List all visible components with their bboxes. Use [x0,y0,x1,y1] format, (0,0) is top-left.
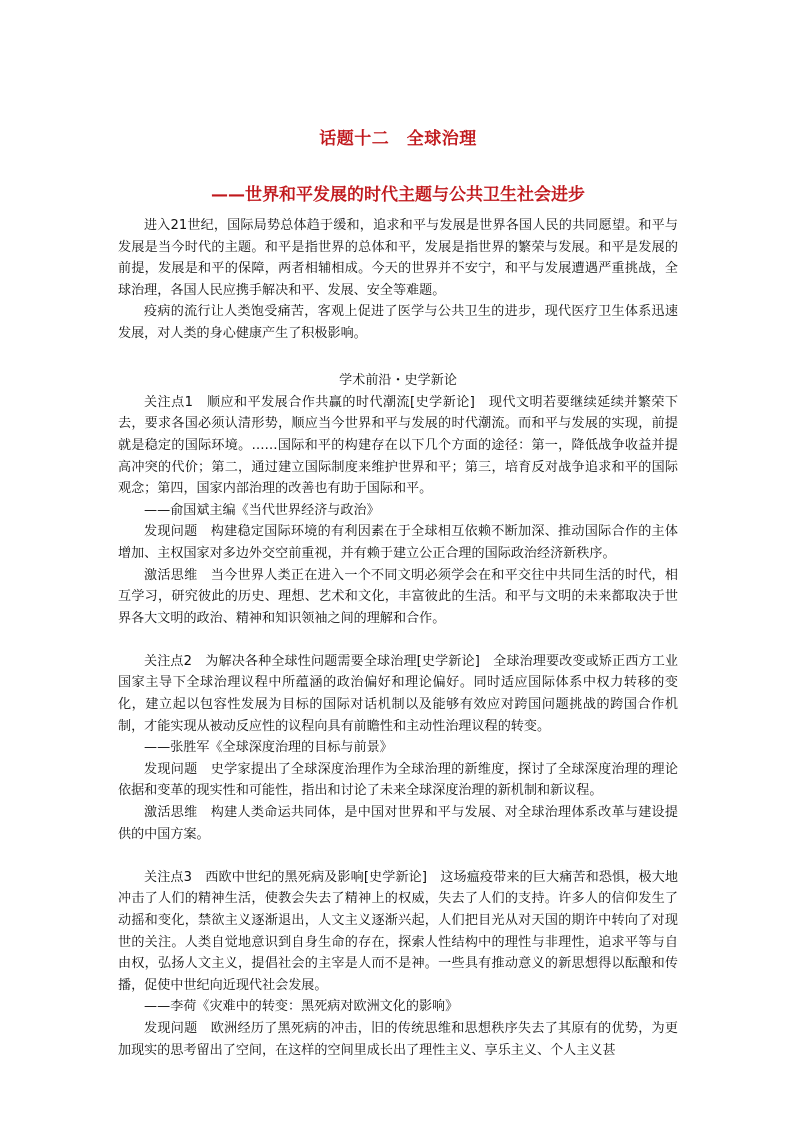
intro-paragraph: 疫病的流行让人类饱受痛苦，客观上促进了医学与公共卫生的进步，现代医疗卫生体系迅速发展，对人类的身心健康产生了积极影响。 [118,304,678,341]
section-heading: 学术前沿・史学新论 [339,373,457,389]
point-3-source: ——李荷《灾难中的转变：黑死病对欧洲文化的影响》 [144,999,459,1015]
intro-paragraph: 进入21世纪，国际局势总体趋于缓和，追求和平与发展是世界各国人民的共同愿望。和平与发展是当今时代的主题。和平是指世界的总体和平，发展是指世界的繁荣与发展。和平是发展的前提，发展是和平的保障，两者相辅相成。今天的世界并不安宁，和平与发展遭遇严重挑战，全球治理，各国人民应携手解决和平、发展、安全等难题。 [118,218,678,298]
point-2-discover: 发现问题 史学家提出了全球深度治理作为全球治理的新维度，探讨了全球深度治理的理论依据和变革的现实性和可能性，指出和讨论了未来全球深度治理的新机制和新议程。 [118,761,678,799]
page-subtitle: ——世界和平发展的时代主题与公共卫生社会进步 [211,185,585,205]
point-1-text: 关注点1 顺应和平发展合作共赢的时代潮流[史学新论] 现代文明若要继续延续并繁荣下去，要求各国必须认清形势，顺应当今世界和平与发展的时代潮流。而和平与发展的实现，前提就是稳定的国际环境。……国际和平的构建存在以下几个方面的途径：第一，降低战争收益并提高冲突的代价；第二，通过建立国际制度来维护世界和平；第三，培育反对战争追求和平的国际观念；第四，国家内部治理的改善也有助于国际和平。 [118,394,678,497]
point-2-activate: 激活思维 构建人类命运共同体，是中国对世界和平与发展、对全球治理体系改革与建设提供的中国方案。 [118,805,678,842]
point-1-discover: 发现问题 构建稳定国际环境的有利因素在于全球相互依赖不断加深、推动国际合作的主体增加、主权国家对多边外交空前重视，并有赖于建立公正合理的国际政治经济新秩序。 [118,524,678,561]
point-3-discover: 发现问题 欧洲经历了黑死病的冲击，旧的传统思维和思想秩序失去了其原有的优势，为更加现实的思考留出了空间，在这样的空间里成长出了理性主义、享乐主义、个人主义甚 [118,1020,678,1058]
point-1-source: ——俞国斌主编《当代世界经济与政治》 [144,502,380,518]
document-body [118,215,678,1061]
page-title: 话题十二 全球治理 [319,129,477,149]
point-2-text: 关注点2 为解决各种全球性问题需要全球治理[史学新论] 全球治理要改变或矫正西方工业国家主导下全球治理议程中所蕴涵的政治偏好和理论偏好。同时适应国际体系中权力转移的变化，建立起以包容性发展为目标的国际对话机制以及能够有效应对跨国问题挑战的跨国合作机制，才能实现从被动反应性的议程向具有前瞻性和主动性治理议程的转变。 [118,653,678,734]
point-3-text: 关注点3 西欧中世纪的黑死病及影响[史学新论] 这场瘟疫带来的巨大痛苦和恐惧，极大地冲击了人们的精神生活，使教会失去了精神上的权威，失去了人们的支持。许多人的信仰发生了动摇和变化，禁欲主义逐渐退出，人文主义逐渐兴起，人们把目光从对天国的期许中转向了对现世的关注。人类自觉地意识到自身生命的存在，探索人性结构中的理性与非理性，追求平等与自由权，弘扬人文主义，提倡社会的主宰是人而不是神。一些具有推动意义的新思想得以酝酿和传播，促使中世纪向近现代社会发展。 [118,869,678,993]
point-2-source: ——张胜军《全球深度治理的目标与前景》 [144,740,393,756]
point-1-activate: 激活思维 当今世界人类正在进入一个不同文明必须学会在和平交往中共同生活的时代，相互学习，研究彼此的历史、理想、艺术和文化，丰富彼此的生活。和平与文明的未来都取决于世界各大文明的政治、精神和知识领袖之间的理解和合作。 [118,567,678,626]
